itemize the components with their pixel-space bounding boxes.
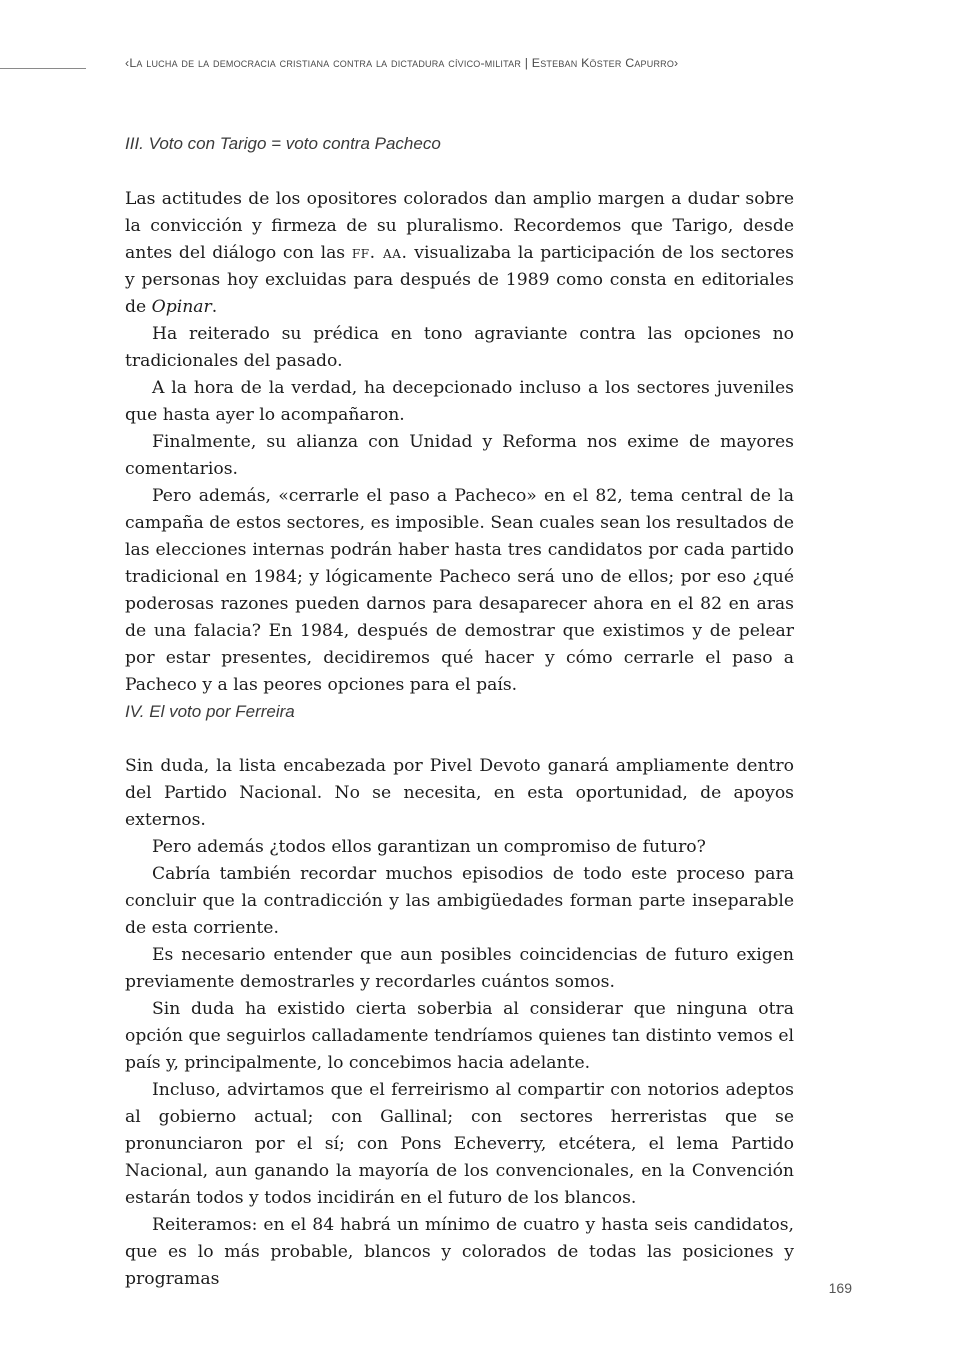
section-3-paragraph-4: Finalmente, su alianza con Unidad y Reforma nos exime de mayores comentarios. [125, 432, 794, 479]
paragraph-text: visualizaba la participación de los sectores y personas hoy excluidas para después de 1989 como consta en editoriales de [125, 243, 794, 317]
section-4-paragraph-5: Sin duda ha existido cierta soberbia al considerar que ninguna otra opción que seguirlos calladamente tendríamos quienes tan distinto vemos el país y, principalmente, lo concebimos hacia adelante. [125, 999, 794, 1073]
publication-title: Opinar [151, 297, 212, 317]
abbreviation-ffaa: ff. aa. [351, 243, 408, 263]
section-3-heading: III. Voto con Tarigo = voto contra Pacheco [125, 134, 441, 153]
section-4-paragraph-4: Es necesario entender que aun posibles coincidencias de futuro exigen previamente demostrarles y recordarles cuántos somos. [125, 945, 794, 992]
paragraph-text: . [211, 297, 218, 317]
section-3-paragraph-5: Pero además, «cerrarle el paso a Pacheco» en el 82, tema central de la campaña de estos sectores, es imposible. Sean cuales sean los resultados de las elecciones internas podrán haber hasta tres candidatos por cada partido tradicional en 1984; y lógicamente Pacheco será uno de ellos; por eso ¿qué poderosas razones pueden darnos para desaparecer ahora en el 82 en aras de una falacia? En 1984, después de demostrar que existimos y de pelear por estar presentes, decidiremos qué hacer y cómo cerrarle el paso a Pacheco y a las peores opciones para el país. [125, 486, 794, 695]
header-close-mark: › [674, 56, 679, 70]
header-rule [0, 68, 86, 69]
section-4-paragraph-1: Sin duda, la lista encabezada por Pivel Devoto ganará ampliamente dentro del Partido Nacional. No se necesita, en esta oportunidad, de apoyos externos. [125, 756, 794, 830]
section-4-paragraph-6: Incluso, advirtamos que el ferreirismo al compartir con notorios adeptos al gobierno actual; con Gallinal; con sectores herreristas que se pronunciaron por el sí; con Pons Echeverry, etcétera, el lema Partido Nacional, aun ganando la mayoría de los convencionales, en la Convención estarán todos y todos incidirán en el futuro de los blancos. [125, 1080, 794, 1208]
section-3-paragraph-2: Ha reiterado su prédica en tono agraviante contra las opciones no tradicionales del pasado. [125, 324, 794, 371]
header-book-title: La lucha de la democracia cristiana contra la dictadura cívico-militar [129, 56, 522, 70]
section-4-paragraph-7: Reiteramos: en el 84 habrá un mínimo de cuatro y hasta seis candidatos, que es lo más probable, blancos y colorados de todas las posiciones y programas [125, 1215, 794, 1289]
section-4-paragraph-3: Cabría también recordar muchos episodios de todo este proceso para concluir que la contradicción y las ambigüedades forman parte inseparable de esta corriente. [125, 864, 794, 938]
section-3-paragraph-3: A la hora de la verdad, ha decepcionado incluso a los sectores juveniles que hasta ayer lo acompañaron. [125, 378, 794, 425]
section-3-text [125, 186, 794, 699]
paragraph-text: Las actitudes de los opositores colorados dan amplio margen a dudar sobre la convicción y firmeza de su pluralismo. Recordemos que Tarigo, desde antes del diálogo con las [125, 189, 794, 263]
header-open-mark: ‹ [125, 56, 130, 70]
page-number: 169 [828, 1280, 852, 1296]
section-4-text [125, 753, 794, 1293]
header-separator: | [521, 56, 532, 70]
header-author: Esteban Köster Capurro [531, 56, 675, 70]
section-4-paragraph-2: Pero además ¿todos ellos garantizan un compromiso de futuro? [152, 837, 706, 857]
section-3-paragraph-1 [125, 186, 794, 321]
running-header [125, 56, 825, 70]
section-4-heading: IV. El voto por Ferreira [125, 702, 295, 721]
